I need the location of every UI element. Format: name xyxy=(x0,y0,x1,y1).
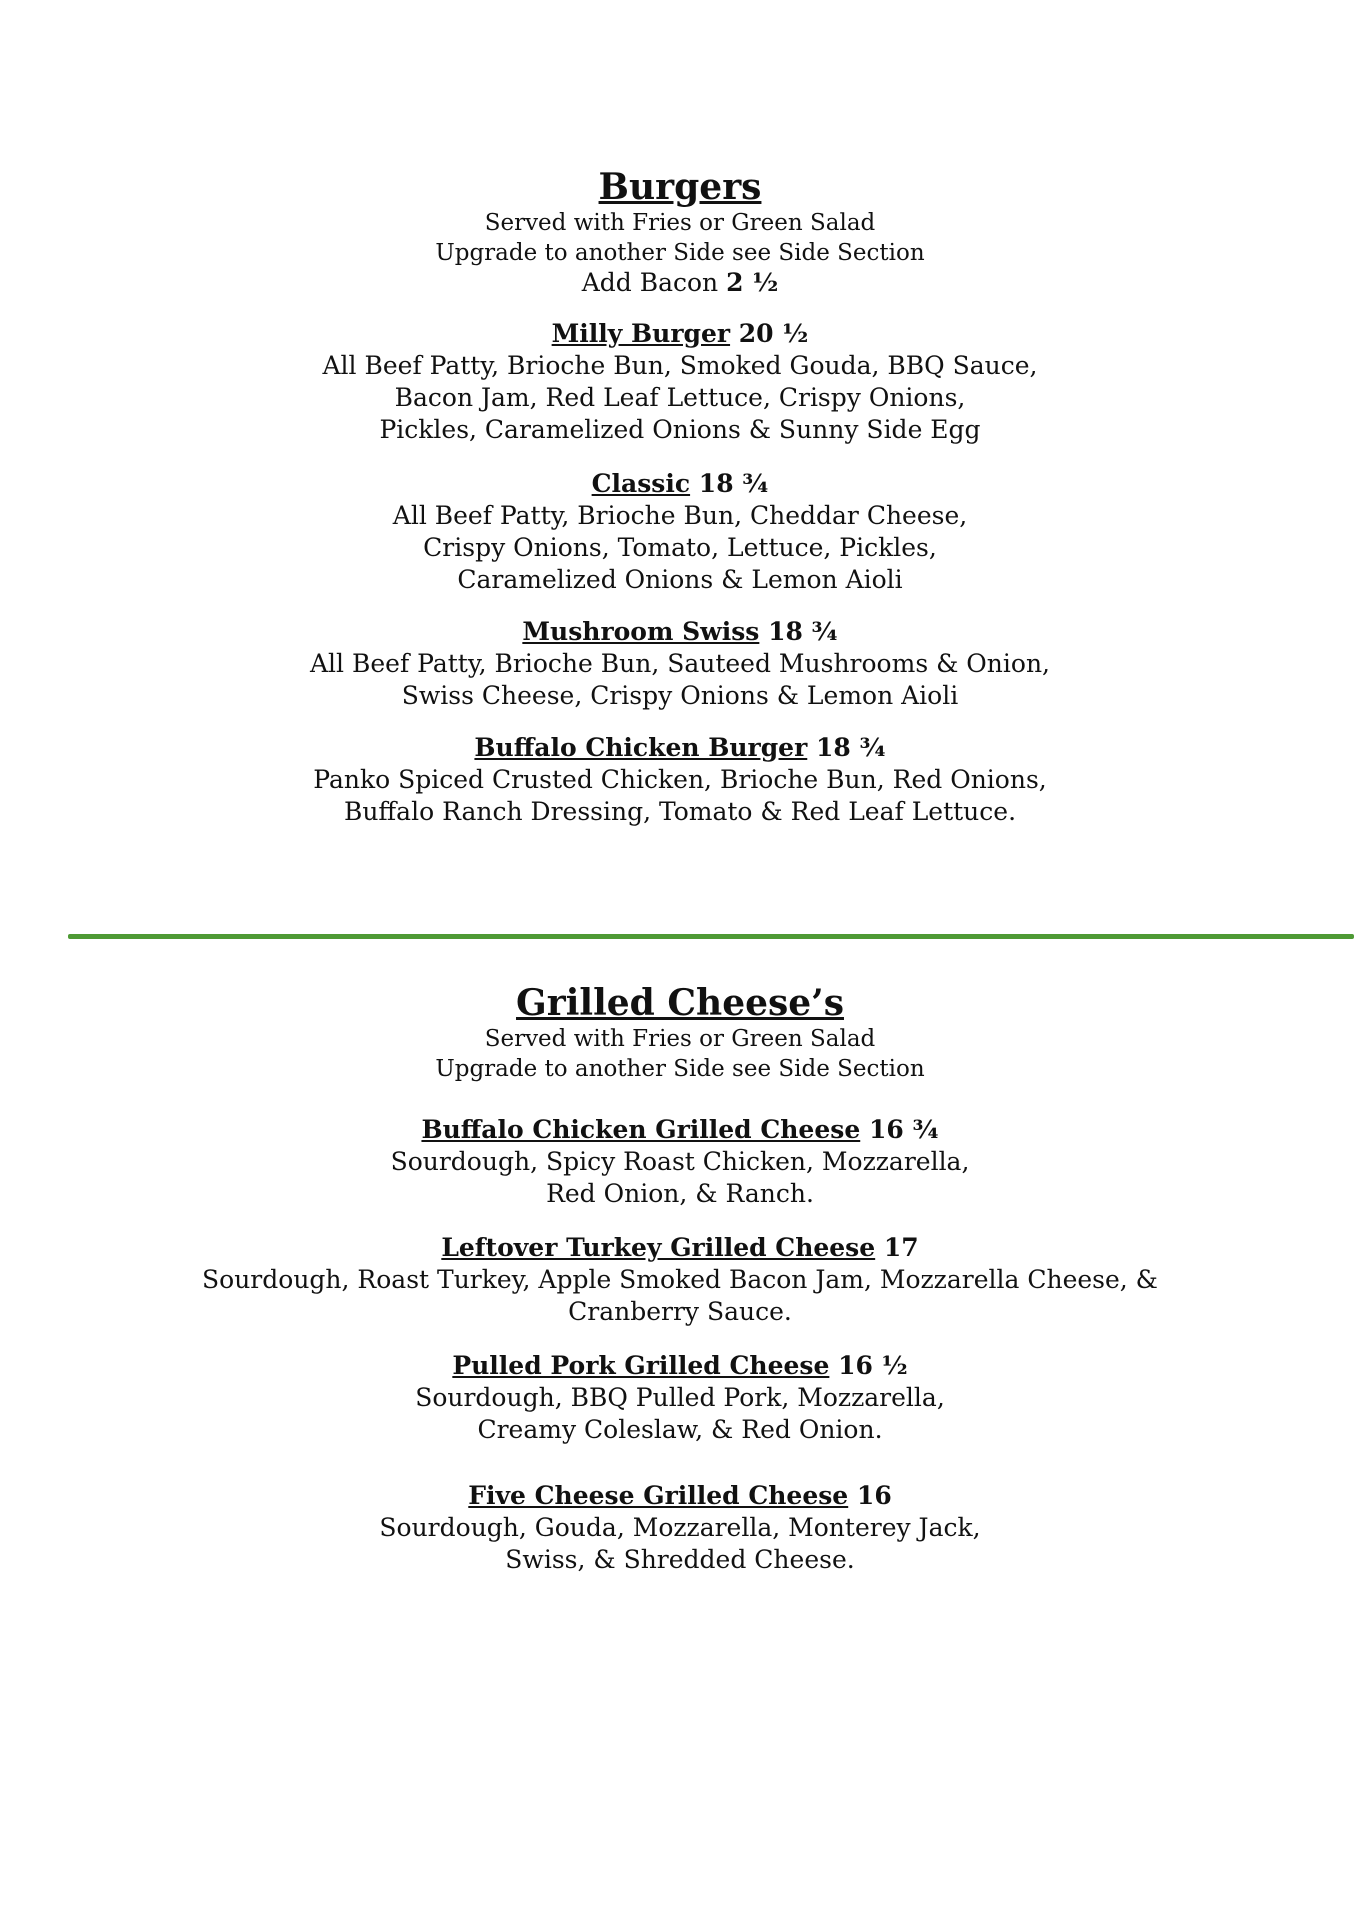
item-name: Mushroom Swiss xyxy=(522,617,760,646)
item-description: All Beef Patty, Brioche Bun, Cheddar Cheese, xyxy=(392,501,968,530)
item-description: Bacon Jam, Red Leaf Lettuce, Crispy Onions, xyxy=(394,383,966,412)
item-description: Sourdough, Roast Turkey, Apple Smoked Bacon Jam, Mozzarella Cheese, & xyxy=(202,1265,1158,1294)
item-description: Sourdough, BBQ Pulled Pork, Mozzarella, xyxy=(415,1383,945,1412)
item-description: Swiss Cheese, Crispy Onions & Lemon Aioli xyxy=(401,681,959,710)
item-price: 18 ¾ xyxy=(698,469,769,498)
menu-item xyxy=(0,1480,1360,1576)
item-description: Panko Spiced Crusted Chicken, Brioche Bun, Red Onions, xyxy=(313,765,1047,794)
addon-label: Add Bacon xyxy=(581,268,719,297)
item-description: Sourdough, Gouda, Mozzarella, Monterey Jack, xyxy=(379,1513,981,1542)
item-price: 16 ½ xyxy=(838,1351,908,1380)
item-price: 18 ¾ xyxy=(768,617,838,646)
burgers-subtitle: Upgrade to another Side see Side Section xyxy=(435,240,925,266)
item-description: Buffalo Ranch Dressing, Tomato & Red Leaf Lettuce. xyxy=(343,797,1017,826)
item-description: All Beef Patty, Brioche Bun, Smoked Gouda, BBQ Sauce, xyxy=(322,351,1038,380)
grilled-cheese-subtitle: Served with Fries or Green Salad xyxy=(484,1026,876,1052)
item-description: Red Onion, & Ranch. xyxy=(546,1179,814,1208)
item-description: Sourdough, Spicy Roast Chicken, Mozzarella, xyxy=(390,1147,970,1176)
burgers-title: Burgers xyxy=(598,166,762,208)
menu-item xyxy=(0,1350,1360,1446)
item-price: 20 ½ xyxy=(738,319,809,348)
burgers-section xyxy=(0,166,1360,828)
menu-item xyxy=(0,468,1360,596)
item-heading xyxy=(0,468,1360,500)
item-heading xyxy=(0,1480,1360,1512)
item-name: Buffalo Chicken Burger xyxy=(474,733,808,762)
section-divider xyxy=(68,934,1354,939)
item-heading xyxy=(0,732,1360,764)
item-description: Swiss, & Shredded Cheese. xyxy=(505,1545,855,1574)
item-name: Pulled Pork Grilled Cheese xyxy=(452,1351,830,1380)
grilled-cheese-section xyxy=(0,982,1360,1576)
menu-item xyxy=(0,616,1360,712)
item-heading xyxy=(0,1232,1360,1264)
item-price: 16 ¾ xyxy=(868,1115,939,1144)
item-name: Milly Burger xyxy=(551,319,731,348)
item-name: Buffalo Chicken Grilled Cheese xyxy=(421,1115,861,1144)
item-description: All Beef Patty, Brioche Bun, Sauteed Mushrooms & Onion, xyxy=(309,649,1050,678)
item-description: Pickles, Caramelized Onions & Sunny Side Egg xyxy=(379,415,981,444)
item-name: Leftover Turkey Grilled Cheese xyxy=(441,1233,876,1262)
bacon-addon xyxy=(0,268,1360,298)
menu-item xyxy=(0,732,1360,828)
item-description: Creamy Coleslaw, & Red Onion. xyxy=(477,1415,883,1444)
item-description: Crispy Onions, Tomato, Lettuce, Pickles, xyxy=(423,533,937,562)
burgers-subtitle: Served with Fries or Green Salad xyxy=(484,210,876,236)
item-description: Caramelized Onions & Lemon Aioli xyxy=(457,565,903,594)
item-heading xyxy=(0,1114,1360,1146)
item-price: 17 xyxy=(883,1233,919,1262)
menu-item xyxy=(0,1232,1360,1328)
grilled-cheese-title: Grilled Cheese’s xyxy=(516,982,844,1024)
item-heading xyxy=(0,616,1360,648)
grilled-cheese-subtitle: Upgrade to another Side see Side Section xyxy=(435,1056,925,1082)
item-heading xyxy=(0,1350,1360,1382)
item-heading xyxy=(0,318,1360,350)
item-price: 16 xyxy=(856,1481,892,1510)
item-name: Classic xyxy=(591,469,691,498)
item-name: Five Cheese Grilled Cheese xyxy=(468,1481,849,1510)
menu-item xyxy=(0,318,1360,446)
menu-item xyxy=(0,1114,1360,1210)
item-price: 18 ¾ xyxy=(815,733,886,762)
item-description: Cranberry Sauce. xyxy=(568,1297,792,1326)
addon-price: 2 ½ xyxy=(726,268,779,297)
